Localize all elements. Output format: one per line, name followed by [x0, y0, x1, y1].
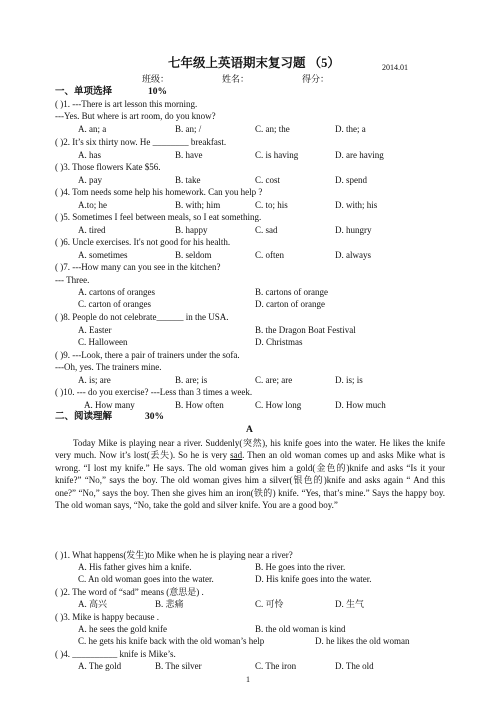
option-a: A. he sees the gold knife — [78, 624, 167, 634]
option-d: D. spend — [335, 175, 367, 185]
section-points: 10% — [148, 87, 167, 97]
option-b: B. with; him — [175, 200, 221, 210]
option-c: C. sad — [255, 225, 278, 235]
question-6-stem: ( )6. Uncle exercises. It's not good for his health. — [55, 237, 231, 247]
option-c: C. is having — [255, 150, 299, 160]
reading-question-3-stem: ( )3. Mike is happy because . — [55, 612, 159, 622]
option-d: D. is; is — [335, 375, 363, 385]
question-9-stem: ( )9. ---Look, there a pair of trainers under the sofa. — [55, 350, 240, 360]
option-a: A. tired — [78, 225, 106, 235]
option-a: A. His father gives him a knife. — [78, 562, 192, 572]
option-d: D. he likes the old woman — [315, 636, 410, 646]
question-1-stem: ( )1. ---There is art lesson this morning. — [55, 99, 198, 109]
score-label: 得分： — [302, 74, 330, 84]
option-c: C. Halloween — [78, 337, 128, 347]
option-d: D. carton of orange — [255, 299, 325, 309]
passage-text-after: . Then an old woman comes up and asks Mike what is wrong. “I lost my knife.” He says. The old woman gives him a gold(金色的)knife and asks “Is it your knife?” “No,” says the boy. The old woman gives him a silver(银色的)knife and asks again “ And this one?” “No,” says the boy. Then she gives him an iron(铁的) knife. “Yes, that’s mine.” Says the happy boy. The old woman says, “No, take the gold and silver knife. You are a good boy.” — [55, 450, 445, 511]
option-c: C. carton of oranges — [78, 299, 151, 309]
question-7-stem: ( )7. ---How many can you see in the kitchen? — [55, 262, 221, 272]
option-c: C. are; are — [255, 375, 293, 385]
reading-question-4-stem: ( )4. __________ knife is Mike’s. — [55, 649, 176, 659]
option-c: C. How long — [255, 400, 302, 410]
option-d: D. His knife goes into the water. — [255, 574, 372, 584]
option-d: D. Christmas — [255, 337, 303, 347]
question-7-stem-line2: --- Three. — [55, 275, 90, 285]
option-b: B. happy — [175, 225, 208, 235]
option-d: D. are having — [335, 150, 384, 160]
passage-text-before: Today Mike is playing near a river. Suddenly(突然), his knife goes into the water. He likes the knife very much. Now it’s lost(丢失). So he is very — [55, 438, 445, 461]
option-b: B. are; is — [175, 375, 208, 385]
option-d: D. hungry — [335, 225, 372, 235]
option-b: B. cartons of orange — [255, 287, 328, 297]
option-a: A. 高兴 — [78, 599, 107, 609]
reading-passage — [55, 437, 445, 511]
passage-underlined-word: sad — [230, 450, 243, 461]
section-title: 二、阅读理解 — [55, 412, 113, 422]
passage-letter: A — [246, 425, 253, 435]
option-a: A. sometimes — [78, 250, 128, 260]
class-label: 班级： — [142, 74, 170, 84]
section-title: 一、单项选择 — [55, 87, 113, 97]
option-d: D. the; a — [335, 124, 366, 134]
option-a: A. cartons of oranges — [78, 287, 155, 297]
option-c: C. An old woman goes into the water. — [78, 574, 214, 584]
option-a: A.to; he — [78, 200, 107, 210]
option-d: D. with; his — [335, 200, 378, 210]
option-c: C. 可怜 — [255, 599, 284, 609]
date-label: 2014.01 — [382, 63, 408, 72]
option-c: C. often — [255, 250, 284, 260]
question-4-stem: ( )4. Tom needs some help his homework. Can you help ? — [55, 187, 263, 197]
page-number: 1 — [246, 675, 250, 684]
option-b: B. He goes into the river. — [255, 562, 346, 572]
reading-question-2-stem: ( )2. The word of “sad” means (意思是) . — [55, 587, 204, 597]
option-d: D. always — [335, 250, 371, 260]
question-8-stem: ( )8. People do not celebrate______ in the USA. — [55, 312, 229, 322]
question-5-stem: ( )5. Sometimes I feel between meals, so I eat something. — [55, 212, 262, 222]
option-b: B. seldom — [175, 250, 212, 260]
option-b: B. an; / — [175, 124, 202, 134]
option-a: A. How many — [84, 400, 135, 410]
option-c: C. The iron — [255, 661, 297, 671]
option-b: B. The silver — [155, 661, 202, 671]
option-c: C. an; the — [255, 124, 290, 134]
question-9-stem-line2: ---Oh, yes. The trainers mine. — [55, 362, 162, 372]
option-c: C. cost — [255, 175, 281, 185]
option-b: B. have — [175, 150, 203, 160]
question-1-stem-line2: ---Yes. But where is art room, do you know? — [55, 111, 216, 121]
reading-question-1-stem: ( )1. What happens(发生)to Mike when he is playing near a river? — [55, 550, 293, 560]
section-points: 30% — [145, 412, 164, 422]
option-a: A. pay — [78, 175, 102, 185]
option-a: A. is; are — [78, 375, 111, 385]
option-d: D. How much — [335, 400, 386, 410]
question-3-stem: ( )3. Those flowers Kate $56. — [55, 162, 161, 172]
option-a: A. has — [78, 150, 101, 160]
option-a: A. an; a — [78, 124, 107, 134]
question-2-stem: ( )2. It’s six thirty now. He ________ breakfast. — [55, 137, 227, 147]
option-b: B. the old woman is kind — [255, 624, 346, 634]
option-b: B. take — [175, 175, 201, 185]
option-b: B. 悲痛 — [155, 599, 184, 609]
option-b: B. the Dragon Boat Festival — [255, 325, 356, 335]
option-a: A. The gold — [78, 661, 122, 671]
page-title: 七年级上英语期末复习题 （5） — [168, 56, 340, 70]
option-b: B. How often — [175, 400, 224, 410]
question-10-stem: ( )10. --- do you exercise? ---Less than 3 times a week. — [55, 387, 253, 397]
option-d: D. 生气 — [335, 599, 364, 609]
option-c: C. to; his — [255, 200, 288, 210]
name-label: 姓名： — [222, 74, 250, 84]
option-a: A. Easter — [78, 325, 112, 335]
option-d: D. The old — [335, 661, 374, 671]
option-c: C. he gets his knife back with the old woman’s help — [78, 636, 265, 646]
